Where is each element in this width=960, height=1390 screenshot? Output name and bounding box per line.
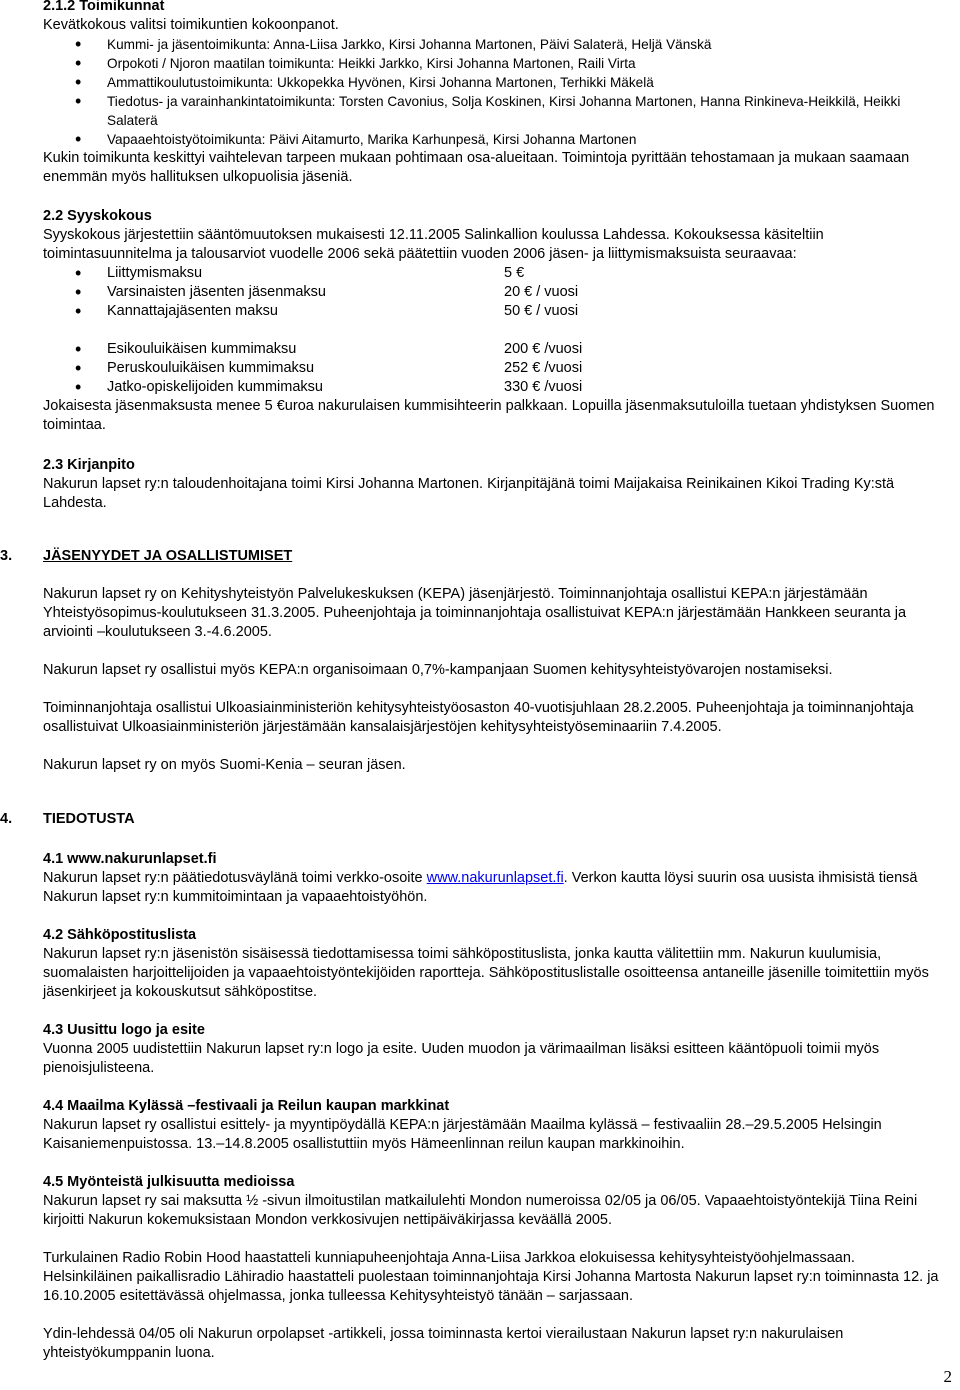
section-2-1-2 (43, 0, 940, 187)
list-item: • Orpokoti / Njoron maatilan toimikunta: Heikki Jarkko, Kirsi Johanna Martonen, Raili Virta (43, 54, 940, 73)
heading-jasenyydet (0, 547, 940, 566)
section-4 (0, 810, 940, 829)
toimikunnat-outro: Kukin toimikunta keskittyi vaihtelevan tarpeen mukaan pohtimaan osa-alueitaan. Toimintoja pyrittään tehostamaan ja mukaan saamaan enemmän myös hallituksen ulkopuolisia jäseniä. (43, 150, 910, 185)
fee-row (43, 283, 940, 302)
fee-row (43, 302, 940, 321)
heading-tiedotusta (0, 810, 940, 829)
paragraph-4-1 (43, 869, 940, 907)
heading-syyskokous: 2.2 Syyskokous (43, 208, 152, 224)
fee-amount: 252 € /vuosi (504, 360, 583, 376)
heading-title: JÄSENYYDET JA OSALLISTUMISET (43, 548, 293, 564)
fee-row (43, 340, 940, 359)
syyskokous-text: Syyskokous järjestettiin sääntömuutoksen mukaisesti 12.11.2005 Salinkallion koulussa Lahdessa. Kokouksessa käsiteltiin toimintasuunnitelma ja talousarviot vuodelle 2006 sekä päätettiin vuoden 2006 jäsen- ja liittymismaksuista seuraavaa: (43, 227, 824, 262)
heading-4-5: 4.5 Myönteistä julkisuutta medioissa (43, 1174, 295, 1190)
list-item: • Vapaaehtoistyötoimikunta: Päivi Aitamurto, Marika Karhunpesä, Kirsi Johanna Martonen (43, 130, 940, 149)
committee-list (43, 35, 940, 149)
paragraph: Nakurun lapset ry osallistui myös KEPA:n organisoimaan 0,7%-kampanjaan Suomen kehitysyhteistyövarojen nostamiseksi. (43, 662, 833, 678)
heading-title: TIEDOTUSTA (43, 811, 135, 827)
paragraph-4-5: Ydin-lehdessä 04/05 oli Nakurun orpolapset -artikkeli, jossa toiminnasta kertoi vierailustaan Nakurun lapset ry:n nakurulaisen yhteistyökumppanin luona. (43, 1326, 844, 1361)
fee-list-2 (43, 340, 940, 397)
heading-number: 4. (0, 811, 13, 827)
fee-amount: 200 € /vuosi (504, 341, 583, 357)
fee-amount: 50 € / vuosi (504, 303, 579, 319)
paragraph: Nakurun lapset ry on myös Suomi-Kenia – seuran jäsen. (43, 757, 406, 773)
heading-toimikunnat: 2.1.2 Toimikunnat (43, 0, 165, 14)
fee-amount: 330 € /vuosi (504, 379, 583, 395)
section-4-body (43, 850, 940, 1363)
fee-row (43, 359, 940, 378)
fee-row (43, 264, 940, 283)
text-span: Nakurun lapset ry:n päätiedotusväylänä toimi verkko-osoite (43, 870, 427, 886)
paragraph-4-4: Nakurun lapset ry osallistui esittely- ja myyntipöydällä KEPA:n järjestämään Maailma kylässä – festivaaliin 28.–29.5.2005 Helsingin Kaisaniemenpuistossa. 13.–14.8.2005 osallistuttiin myös Hämeenlinnan reilun kaupan markkinoihin. (43, 1117, 882, 1152)
section-3 (0, 547, 940, 566)
paragraph-4-5: Turkulainen Radio Robin Hood haastatteli kunniapuheenjohtaja Anna-Liisa Jarkkoa elokuisessa kehitysyhteistyöohjelmassaan. Helsinkiläinen paikallisradio Lähiradio haastatteli puolestaan toiminnanjohtaja Kirsi Johanna Martosta Nakurun lapset ry:n toiminnasta 12. ja 16.10.2005 esitettävässä ohjelmassa, jonka tulleessa Kehitysyhteistyö tänään – sarjassaan. (43, 1250, 939, 1304)
heading-4-1: 4.1 www.nakurunlapset.fi (43, 851, 217, 867)
section-2-3 (43, 456, 940, 513)
fee-name: • Liittymismaksu (107, 265, 203, 281)
list-item: • Tiedotus- ja varainhankintatoimikunta: Torsten Cavonius, Solja Koskinen, Kirsi Johanna Martonen, Hanna Rinkineva-Heikkilä, Heikki Salaterä (43, 92, 940, 130)
fee-name: • Varsinaisten jäsenten jäsenmaksu (107, 284, 326, 300)
section-3-body (43, 585, 940, 775)
heading-kirjanpito: 2.3 Kirjanpito (43, 457, 135, 473)
heading-4-2: 4.2 Sähköpostituslista (43, 927, 197, 943)
website-link[interactable]: www.nakurunlapset.fi (426, 870, 564, 886)
fee-name: • Esikouluikäisen kummimaksu (107, 341, 297, 357)
fee-row (43, 378, 940, 397)
paragraph: Nakurun lapset ry on Kehityshyteistyön Palvelukeskuksen (KEPA) jäsenjärjestö. Toiminnanjohtaja osallistui KEPA:n järjestämään Yhteistyösopimus-koulutukseen 31.3.2005. Puheenjohtaja ja toiminnanjohtaja osallistuivat KEPA:n järjestämään Hankkeen seuranta ja arviointi –koulutukseen 3.-4.6.2005. (43, 586, 907, 640)
paragraph-4-3: Vuonna 2005 uudistettiin Nakurun lapset ry:n logo ja esite. Uuden muodon ja värimaailman lisäksi esitteen kääntöpuoli toimii myös pienoisjulisteena. (43, 1041, 880, 1076)
syyskokous-outro: Jokaisesta jäsenmaksusta menee 5 €uroa nakurulaisen kummisihteerin palkkaan. Lopuilla jäsenmaksutuloilla tuetaan yhdistyksen Suomen toimintaa. (43, 398, 935, 433)
fee-name: • Peruskouluikäisen kummimaksu (107, 360, 315, 376)
fee-name: • Jatko-opiskelijoiden kummimaksu (107, 379, 323, 395)
list-item: • Kummi- ja jäsentoimikunta: Anna-Liisa Jarkko, Kirsi Johanna Martonen, Päivi Salaterä, Heljä Vänskä (43, 35, 940, 54)
paragraph-4-2: Nakurun lapset ry:n jäsenistön sisäisessä tiedottamisessa toimi sähköpostituslista, jonka kautta välitettiin mm. Nakurun kuulumisia, suomalaisten harjoittelijoiden ja vapaaehtoistyöntekijöiden raportteja. Sähköpostituslistalle osoitteensa antaneille jäsenille toimitettiin myös jäsenkirjeet ja kokouskutsut sähköpostitse. (43, 946, 929, 1000)
heading-number: 3. (0, 548, 13, 564)
fee-amount: 20 € / vuosi (504, 284, 579, 300)
fee-name: • Kannattajajäsenten maksu (107, 303, 278, 319)
paragraph-4-5: Nakurun lapset ry sai maksutta ½ -sivun ilmoitustilan matkailulehti Mondon numeroissa 02/05 ja 06/05. Vapaaehtoistyöntekijä Tiina Reini kirjoitti Nakurun kokemuksistaan Mondon verkkosivujen nettipäiväkirjassa keväällä 2005. (43, 1193, 918, 1228)
fee-amount: 5 € (504, 265, 525, 281)
heading-4-3: 4.3 Uusittu logo ja esite (43, 1022, 205, 1038)
page-number: 2 (943, 1367, 952, 1386)
text-span: . Verkon kautta löysi suurin osa uusista ihmisistä tiensä Nakurun lapset ry:n kummitoimintaan ja vapaaehtoistyöhön. (43, 870, 918, 905)
section-2-2 (43, 207, 940, 435)
heading-4-4: 4.4 Maailma Kylässä –festivaali ja Reilun kaupan markkinat (43, 1098, 450, 1114)
fee-list-1 (43, 264, 940, 321)
kirjanpito-text: Nakurun lapset ry:n taloudenhoitajana toimi Kirsi Johanna Martonen. Kirjanpitäjänä toimi Maijakaisa Reinikainen Kikoi Trading Ky:stä Lahdesta. (43, 476, 895, 511)
paragraph: Toiminnanjohtaja osallistui Ulkoasiainministeriön kehitysyhteistyöosaston 40-vuotisjuhlaan 28.2.2005. Puheenjohtaja ja toiminnanjohtaja osallistuivat Ulkoasiainministeriön järjestämään kansalaisjärjestöjen kehitysyhteistyöseminaariin 7.4.2005. (43, 700, 914, 735)
toimikunnat-intro: Kevätkokous valitsi toimikuntien kokoonpanot. (43, 17, 339, 33)
list-item: • Ammattikoulutustoimikunta: Ukkopekka Hyvönen, Kirsi Johanna Martonen, Terhikki Mäkelä (43, 73, 940, 92)
